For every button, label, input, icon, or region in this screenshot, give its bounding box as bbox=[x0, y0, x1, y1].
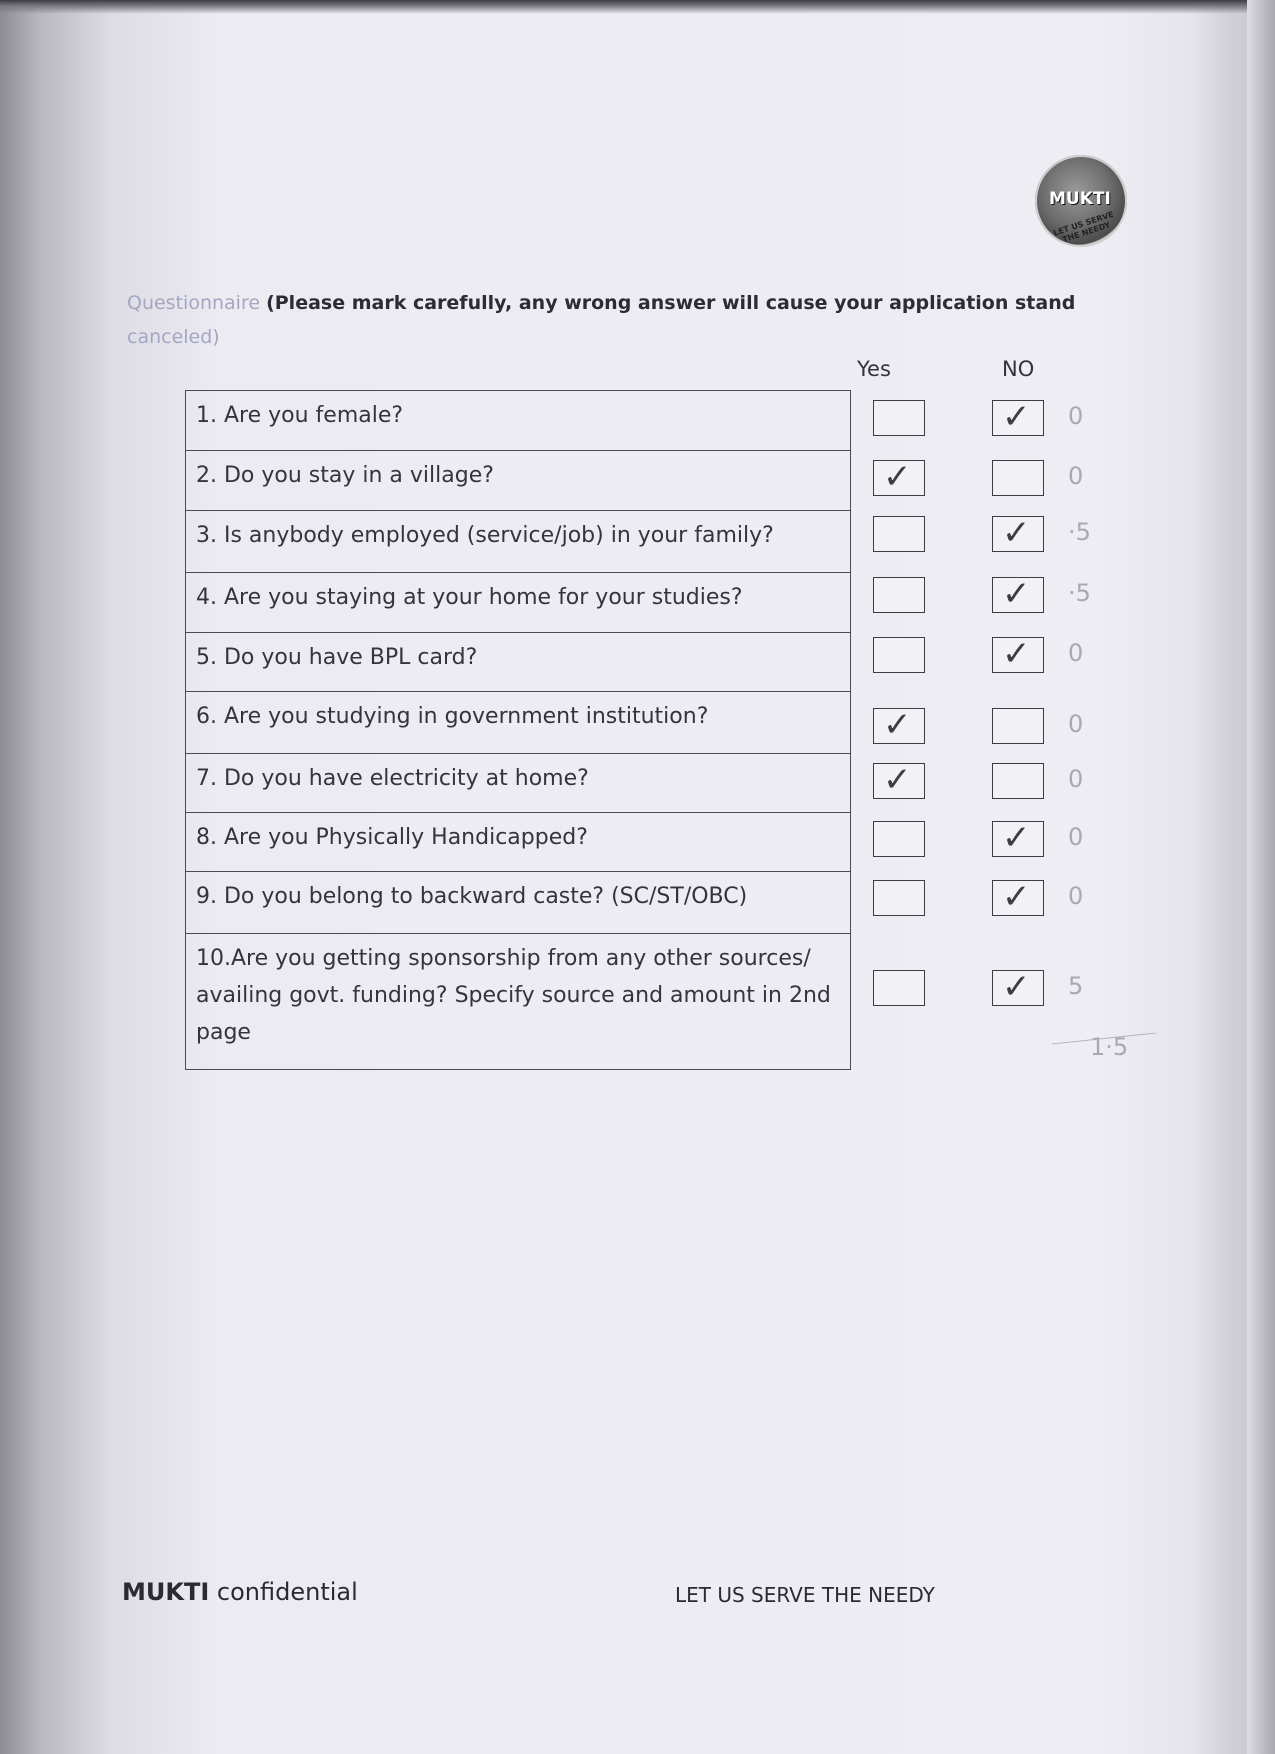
tick-mark-icon: ✓ bbox=[1002, 397, 1031, 437]
table-row bbox=[186, 511, 851, 573]
total-score: 1·5 bbox=[1090, 1033, 1129, 1061]
instructions-suffix: canceled) bbox=[127, 326, 220, 348]
instructions-text: (Please mark carefully, any wrong answer will cause your application stand bbox=[266, 292, 1076, 314]
tick-mark-icon: ✓ bbox=[1002, 513, 1031, 553]
handwritten-score: 0 bbox=[1068, 882, 1084, 910]
table-row bbox=[186, 451, 851, 511]
table-row bbox=[186, 934, 851, 1070]
logo-name: MUKTI bbox=[1049, 189, 1111, 209]
handwritten-score: 0 bbox=[1068, 462, 1084, 490]
table-row bbox=[186, 872, 851, 934]
yes-checkbox[interactable] bbox=[873, 516, 925, 552]
footer-slogan: LET US SERVE THE NEEDY bbox=[675, 1583, 935, 1607]
no-checkbox[interactable] bbox=[992, 763, 1044, 799]
question-text: 3. Is anybody employed (service/job) in your family? bbox=[186, 511, 851, 573]
scan-right-edge bbox=[1247, 0, 1275, 1754]
no-checkbox[interactable] bbox=[992, 460, 1044, 496]
question-text: 5. Do you have BPL card? bbox=[186, 633, 851, 692]
handwritten-score: 0 bbox=[1068, 710, 1084, 738]
handwritten-score: 0 bbox=[1068, 639, 1084, 667]
yes-column-header: Yes bbox=[857, 357, 891, 381]
table-row bbox=[186, 573, 851, 633]
question-text: 9. Do you belong to backward caste? (SC/ST/OBC) bbox=[186, 872, 851, 934]
question-text: 7. Do you have electricity at home? bbox=[186, 754, 851, 813]
no-checkbox[interactable] bbox=[992, 708, 1044, 744]
handwritten-score: 0 bbox=[1068, 823, 1084, 851]
tick-mark-icon: ✓ bbox=[883, 457, 912, 497]
tick-mark-icon: ✓ bbox=[1002, 634, 1031, 674]
table-row bbox=[186, 813, 851, 872]
handwritten-score: ·5 bbox=[1068, 579, 1091, 607]
handwritten-score: 0 bbox=[1068, 402, 1084, 430]
mukti-logo bbox=[1035, 155, 1127, 247]
question-text: 2. Do you stay in a village? bbox=[186, 451, 851, 511]
tick-mark-icon: ✓ bbox=[883, 705, 912, 745]
instructions-prefix: Questionnaire bbox=[127, 292, 261, 314]
tick-mark-icon: ✓ bbox=[1002, 967, 1031, 1007]
yes-checkbox[interactable] bbox=[873, 970, 925, 1006]
question-text: 8. Are you Physically Handicapped? bbox=[186, 813, 851, 872]
questionnaire-instructions bbox=[127, 286, 1117, 354]
footer-confidential bbox=[122, 1578, 358, 1606]
yes-checkbox[interactable] bbox=[873, 637, 925, 673]
question-text: 6. Are you studying in government institution? bbox=[186, 692, 851, 754]
question-text: 1. Are you female? bbox=[186, 391, 851, 451]
handwritten-score: ·5 bbox=[1068, 518, 1091, 546]
scan-top-shadow bbox=[0, 0, 1275, 14]
table-row bbox=[186, 692, 851, 754]
yes-checkbox[interactable] bbox=[873, 880, 925, 916]
yes-checkbox[interactable] bbox=[873, 400, 925, 436]
tick-mark-icon: ✓ bbox=[1002, 574, 1031, 614]
tick-mark-icon: ✓ bbox=[883, 760, 912, 800]
tick-mark-icon: ✓ bbox=[1002, 818, 1031, 858]
tick-mark-icon: ✓ bbox=[1002, 877, 1031, 917]
footer-confidential-label: confidential bbox=[216, 1578, 358, 1606]
table-row bbox=[186, 391, 851, 451]
table-row bbox=[186, 754, 851, 813]
no-column-header: NO bbox=[1002, 357, 1035, 381]
logo-tagline: LET US SERVE THE NEEDY bbox=[1052, 209, 1115, 245]
handwritten-score: 0 bbox=[1068, 765, 1084, 793]
yes-checkbox[interactable] bbox=[873, 821, 925, 857]
questions-table bbox=[185, 390, 851, 1070]
handwritten-score: 5 bbox=[1068, 972, 1084, 1000]
table-row bbox=[186, 633, 851, 692]
footer-brand: MUKTI bbox=[122, 1578, 210, 1606]
question-text: 10.Are you getting sponsorship from any other sources/ availing govt. funding? Specify source and amount in 2nd page bbox=[186, 934, 851, 1070]
question-text: 4. Are you staying at your home for your studies? bbox=[186, 573, 851, 633]
yes-checkbox[interactable] bbox=[873, 577, 925, 613]
